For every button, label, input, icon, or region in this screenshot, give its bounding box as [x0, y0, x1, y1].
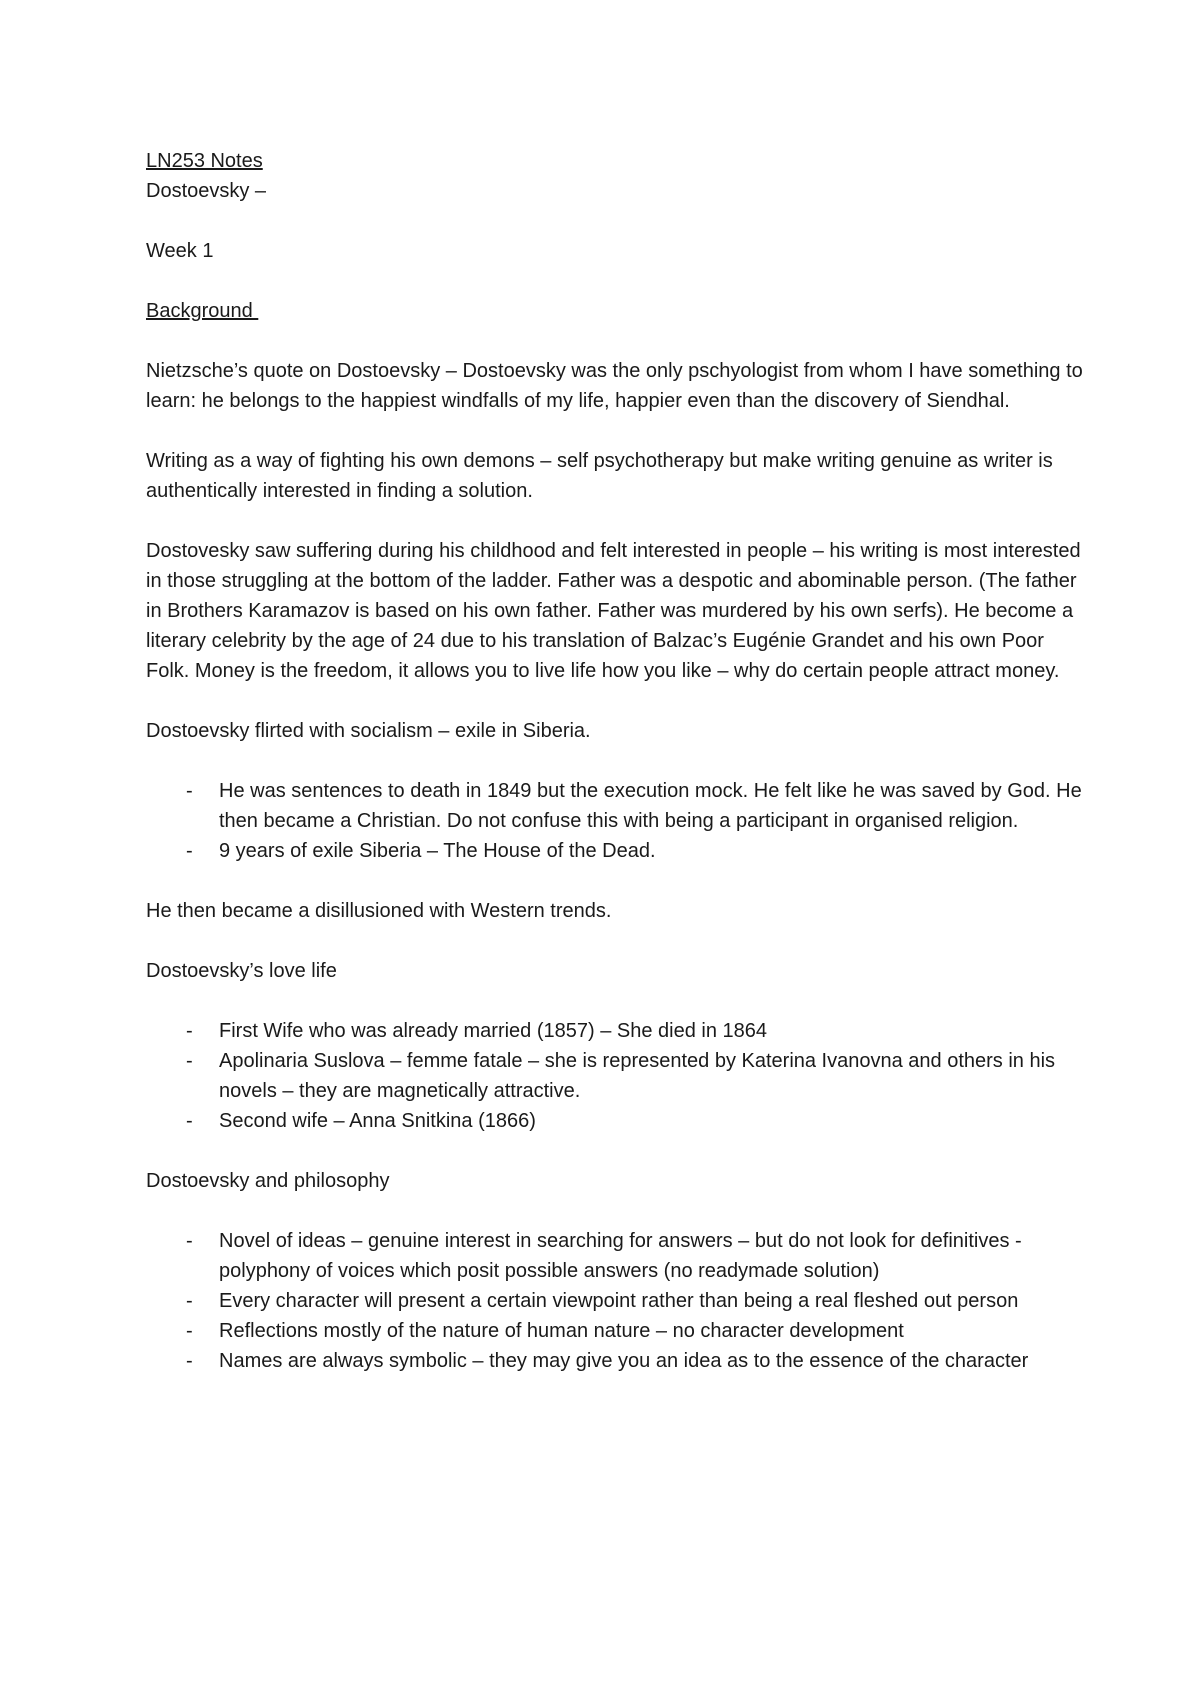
- list-item-text: Apolinaria Suslova – femme fatale – she is represented by Katerina Ivanovna and others in his novels – they are magnetically attractive.: [219, 1050, 1056, 1102]
- list-item-text: First Wife who was already married (1857) – She died in 1864: [219, 1020, 768, 1042]
- socialism-paragraph: Dostoevsky flirted with socialism – exile in Siberia.: [146, 720, 591, 742]
- list-item: [146, 1016, 1086, 1046]
- list-item-text: He was sentences to death in 1849 but the execution mock. He felt like he was saved by God. He then became a Christian. Do not confuse this with being a participant in organised religion.: [219, 780, 1082, 832]
- list-item: [146, 1226, 1086, 1286]
- author-line: Dostoevsky –: [146, 180, 267, 202]
- nietzsche-quote-paragraph: Nietzsche’s quote on Dostoevsky – Dostoevsky was the only pschyologist from whom I have something to learn: he belongs to the happiest windfalls of my life, happier even than the discovery of Siendhal.: [146, 360, 1083, 412]
- list-dash-marker: -: [186, 1350, 193, 1372]
- list-dash-marker: -: [186, 1290, 193, 1312]
- list-item-text: Every character will present a certain viewpoint rather than being a real fleshed out person: [219, 1290, 1019, 1312]
- background-heading: Background: [146, 300, 259, 322]
- list-item: [146, 1046, 1086, 1106]
- love-life-list: [146, 1016, 1086, 1136]
- list-dash-marker: -: [186, 780, 193, 802]
- philosophy-list: [146, 1226, 1086, 1376]
- list-item: [146, 776, 1086, 836]
- list-item-text: Second wife – Anna Snitkina (1866): [219, 1110, 536, 1132]
- philosophy-heading: Dostoevsky and philosophy: [146, 1170, 390, 1192]
- list-item-text: 9 years of exile Siberia – The House of the Dead.: [219, 840, 656, 862]
- spacer: [146, 326, 1086, 356]
- list-item: [146, 1346, 1086, 1376]
- list-item: [146, 1316, 1086, 1346]
- course-title: LN253 Notes: [146, 150, 263, 172]
- list-item: [146, 836, 1086, 866]
- list-dash-marker: -: [186, 840, 193, 862]
- spacer: [146, 206, 1086, 236]
- disillusioned-paragraph: He then became a disillusioned with Western trends.: [146, 900, 612, 922]
- list-item-text: Reflections mostly of the nature of human nature – no character development: [219, 1320, 904, 1342]
- spacer: [146, 266, 1086, 296]
- list-dash-marker: -: [186, 1230, 193, 1252]
- list-item: [146, 1286, 1086, 1316]
- list-dash-marker: -: [186, 1020, 193, 1042]
- siberia-list: [146, 776, 1086, 866]
- list-item-text: Names are always symbolic – they may give you an idea as to the essence of the character: [219, 1350, 1029, 1372]
- list-dash-marker: -: [186, 1050, 193, 1072]
- childhood-paragraph: Dostovesky saw suffering during his childhood and felt interested in people – his writing is most interested in those struggling at the bottom of the ladder. Father was a despotic and abominable person. (The father in Brothers Karamazov is based on his own father. Father was murdered by his own serfs). He become a literary celebrity by the age of 24 due to his translation of Balzac’s Eugénie Grandet and his own Poor Folk. Money is the freedom, it allows you to live life how you like – why do certain people attract money.: [146, 540, 1081, 682]
- list-dash-marker: -: [186, 1110, 193, 1132]
- document-body: [146, 146, 1086, 1406]
- list-dash-marker: -: [186, 1320, 193, 1342]
- demons-paragraph: Writing as a way of fighting his own demons – self psychotherapy but make writing genuine as writer is authentically interested in finding a solution.: [146, 450, 1053, 502]
- week-heading: Week 1: [146, 240, 214, 262]
- list-item-text: Novel of ideas – genuine interest in searching for answers – but do not look for definitives - polyphony of voices which posit possible answers (no readymade solution): [219, 1230, 1022, 1282]
- list-item: [146, 1106, 1086, 1136]
- love-life-heading: Dostoevsky’s love life: [146, 960, 337, 982]
